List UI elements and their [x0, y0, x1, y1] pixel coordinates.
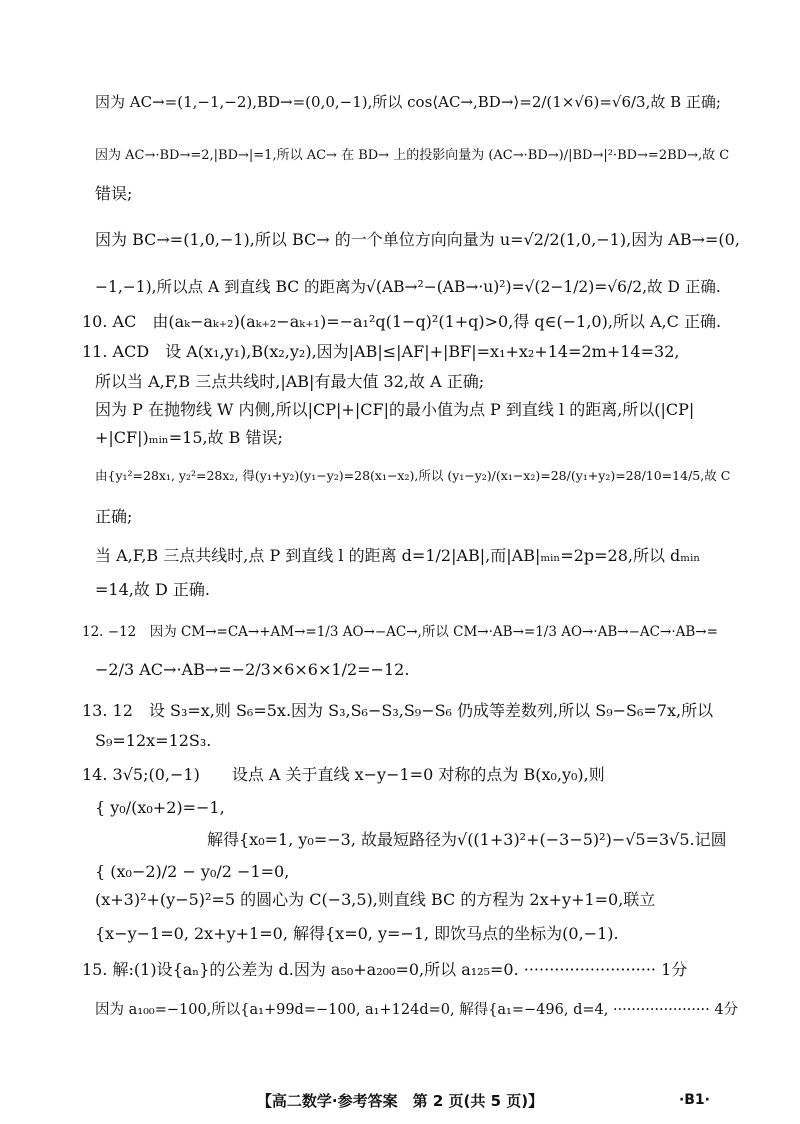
text-line: 正确; — [95, 507, 133, 526]
answer-10: 10. AC 由(aₖ−aₖ₊₂)(aₖ₊₂−aₖ₊₁)=−a₁²q(1−q)²(1+q)>0,得 q∈(−1,0),所以 A,C 正确. — [82, 312, 722, 331]
text-line: 解得{x₀=1, y₀=−3, 故最短路径为√((1+3)²+(−3−5)²)−√5=3√5.记圆 — [95, 830, 727, 849]
answer-13: 13. 12 设 S₃=x,则 S₆=5x.因为 S₃,S₆−S₃,S₉−S₆ 仍成等差数列,所以 S₉−S₆=7x,所以 — [82, 701, 714, 720]
answer-12: 12. −12 因为 CM→=CA→+AM→=1/3 AO→−AC→,所以 CM→·AB→=1/3 AO→·AB→−AC→·AB→= — [82, 624, 718, 640]
text-line: S₉=12x=12S₃. — [95, 731, 212, 750]
text-line: −1,−1),所以点 A 到直线 BC 的距离为√(AB→²−(AB→·u)²)=√(2−1/2)=√6/2,故 D 正确. — [95, 278, 721, 296]
text-line: 当 A,F,B 三点共线时,点 P 到直线 l 的距离 d=1/2|AB|,而|AB|ₘᵢₙ=2p=28,所以 dₘᵢₙ — [95, 546, 701, 565]
text-line: {x−y−1=0, 2x+y+1=0, 解得{x=0, y=−1, 即饮马点的坐标为(0,−1). — [95, 924, 619, 943]
text-line: =14,故 D 正确. — [95, 580, 210, 599]
page-code: ·B1· — [678, 1092, 710, 1108]
text-line: { (x₀−2)/2 − y₀/2 −1=0, — [95, 862, 290, 881]
text-line: { y₀/(x₀+2)=−1, — [95, 798, 225, 817]
answer-11: 11. ACD 设 A(x₁,y₁),B(x₂,y₂),因为|AB|≤|AF|+|BF|=x₁+x₂+14=2m+14=32, — [82, 342, 680, 361]
text-line: 因为 P 在抛物线 W 内侧,所以|CP|+|CF|的最小值为点 P 到直线 l 的距离,所以(|CP| — [95, 400, 695, 419]
text-line: +|CF|)ₘᵢₙ=15,故 B 错误; — [95, 428, 283, 447]
text-line: 因为 AC→=(1,−1,−2),BD→=(0,0,−1),所以 cos⟨AC→,BD→⟩=2/(1×√6)=√6/3,故 B 正确; — [95, 93, 721, 111]
text-line: 由{y₁²=28x₁, y₂²=28x₂, 得(y₁+y₂)(y₁−y₂)=28(x₁−x₂),所以 (y₁−y₂)/(x₁−x₂)=28/(y₁+y₂)=28/10=14/5,故 C — [95, 468, 731, 483]
text-line: −2/3 AC→·AB→=−2/3×6×6×1/2=−12. — [95, 660, 410, 679]
text-line: 所以当 A,F,B 三点共线时,|AB|有最大值 32,故 A 正确; — [95, 372, 485, 391]
text-line: 错误; — [95, 184, 133, 203]
text-line: 因为 AC→·BD→=2,|BD→|=1,所以 AC→ 在 BD→ 上的投影向量为 (AC→·BD→)/|BD→|²·BD→=2BD→,故 C — [95, 148, 730, 163]
answer-14: 14. 3√5;(0,−1) 设点 A 关于直线 x−y−1=0 对称的点为 B(x₀,y₀),则 — [82, 765, 605, 784]
page-footer: 【高二数学·参考答案 第 2 页(共 5 页)】 — [256, 1092, 544, 1110]
text-line: 因为 a₁₀₀=−100,所以{a₁+99d=−100, a₁+124d=0, 解得{a₁=−496, d=4, ····················· 4分 — [95, 1002, 739, 1018]
answer-15: 15. 解:(1)设{aₙ}的公差为 d.因为 a₅₀+a₂₀₀=0,所以 a₁₂₅=0. ·························· 1分 — [82, 960, 688, 979]
text-line: 因为 BC→=(1,0,−1),所以 BC→ 的一个单位方向向量为 u=√2/2(1,0,−1),因为 AB→=(0, — [95, 230, 740, 249]
text-line: (x+3)²+(y−5)²=5 的圆心为 C(−3,5),则直线 BC 的方程为 2x+y+1=0,联立 — [95, 890, 656, 909]
